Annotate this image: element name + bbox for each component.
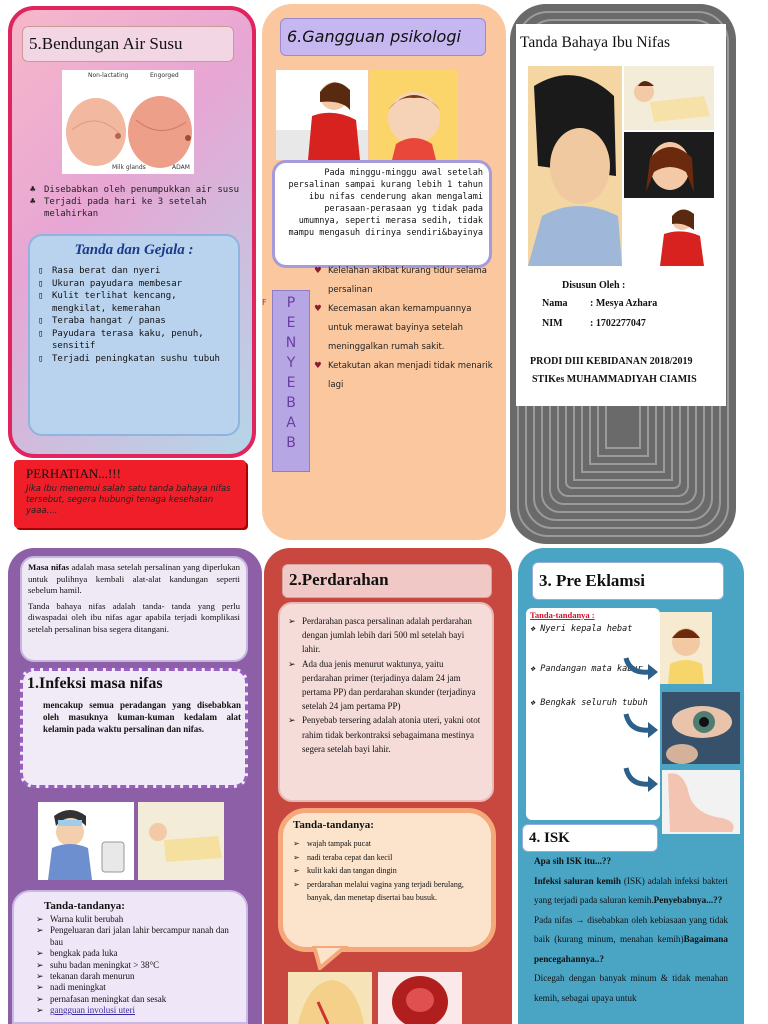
image-label-bottom: Milk glands bbox=[112, 164, 146, 171]
crying-girl-illustration bbox=[370, 70, 458, 160]
panel5-points-list bbox=[288, 614, 484, 756]
panel5-points-box bbox=[278, 602, 494, 802]
bleeding-illustration-2 bbox=[378, 972, 462, 1024]
image-label-left: Non-lactating bbox=[88, 72, 129, 79]
panel2-causes-list bbox=[314, 262, 494, 395]
patient-lying-illustration bbox=[138, 802, 224, 880]
panel2-title-box bbox=[280, 18, 486, 56]
list-item: ♥ Kelelahan akibat kurang tidur selama persalinan bbox=[314, 266, 487, 295]
bleeding-illustration-1 bbox=[288, 972, 372, 1024]
panel1-signs-box bbox=[28, 234, 240, 436]
list-item: ▯ Ukuran payudara membesar bbox=[38, 278, 183, 289]
isk-question-1: Apa sih ISK itu...?? bbox=[534, 856, 612, 866]
isk-title-box bbox=[522, 824, 658, 852]
list-item: ➢ Penyebab tersering adalah atonia uteri, yakni otot rahim tidak berkontraksi sebagaimana mestinya segera setelah bayi lahir. bbox=[288, 715, 481, 754]
panel4-intro-box bbox=[20, 556, 248, 662]
list-item: ♥ Kecemasan akan kemampuannya untuk merawat bayinya setelah meninggalkan rumah sakit. bbox=[314, 304, 472, 352]
cover-info-area bbox=[516, 276, 726, 406]
panel1-title: 5.Bendungan Air Susu bbox=[29, 34, 183, 53]
panel6-signs-title: Tanda-tandanya : bbox=[530, 610, 595, 620]
list-item: ➢ tekanan darah menurun bbox=[36, 971, 135, 982]
headache-woman-photo bbox=[528, 66, 622, 266]
list-item: ➢ suhu badan meningkat > 38°C bbox=[36, 959, 160, 970]
panel5-signs-list bbox=[293, 837, 483, 905]
panel2-title: 6.Gangguan psikologi bbox=[287, 27, 461, 46]
panel5-signs-title: Tanda-tandanya: bbox=[293, 819, 374, 831]
isk-definition: Infeksi saluran kemih (ISK) adalah infeksi bakteri yang terjadi pada saluran kemih.Penyebabnya...?? bbox=[534, 875, 728, 905]
list-item: ♣ Terjadi pada hari ke 3 setelah melahirkan bbox=[30, 197, 207, 219]
list-item: ➢ kulit kaki dan tangan dingin bbox=[293, 866, 397, 875]
swollen-feet-photo bbox=[662, 770, 740, 834]
panel4-signs-box bbox=[12, 890, 248, 1024]
list-item: ▯ Rasa berat dan nyeri bbox=[38, 266, 161, 276]
panel6-sign-2: ❖ Pandangan mata kabur bbox=[530, 664, 643, 674]
list-item: ▯ Kulit terlihat kencang, mengkilat, kemerahan bbox=[38, 291, 177, 314]
panel1-title-box bbox=[22, 26, 234, 62]
image-label-right: Engorged bbox=[150, 72, 179, 79]
list-item: ▯ Payudara terasa kaku, penuh, sensitif bbox=[38, 328, 204, 351]
speech-bubble-tail bbox=[310, 946, 350, 970]
isk-body bbox=[534, 852, 728, 1008]
sad-woman-small-illustration bbox=[624, 200, 714, 266]
list-item: ➢ bengkak pada luka bbox=[36, 948, 118, 959]
list-item: ▯ Terjadi peningkatan sushu tubuh bbox=[38, 353, 220, 364]
panel4-intro2: Tanda bahaya nifas adalah tanda- tanda yang perlu diwaspadai oleh ibu nifas agar apabila terjadi komplikasi setelah persalinan bisa segera ditangani. bbox=[28, 600, 240, 634]
list-item: ➢ Pengeluaran dari jalan lahir bercampur nanah dan bau bbox=[36, 925, 229, 947]
list-item: ♣ Disebabkan oleh penumpukkan air susu bbox=[30, 185, 240, 195]
list-item: ➢ nadi teraba cepat dan kecil bbox=[293, 852, 393, 862]
panel1-signs-title: Tanda dan Gejala : bbox=[74, 242, 194, 258]
panel4-section-text: mencakup semua peradangan yang disebabkan oleh masuknya kuman-kuman kedalam alat kelamin pada waktu persalinan dan nifas. bbox=[43, 700, 241, 734]
crying-woman-illustration bbox=[624, 132, 714, 198]
list-item: ➢ Warna kulit berubah bbox=[36, 914, 124, 924]
name-value: : Mesya Azhara bbox=[590, 298, 658, 309]
image-label-brand: ADAM bbox=[172, 164, 190, 171]
panel2-intro-box bbox=[272, 160, 492, 268]
list-item: ➢ wajah tampak pucat bbox=[293, 839, 371, 848]
cover-title: Tanda Bahaya Ibu Nifas bbox=[520, 34, 670, 51]
panel1-signs-list bbox=[38, 265, 228, 365]
panel6-sign-3: ❖ Bengkak seluruh tubuh bbox=[530, 698, 648, 708]
panel4-intro: Masa nifas adalah masa setelah persalinan yang diperlukan untuk pulihnya kembali alat-alat kandungan seperti sebelum hamil. bbox=[28, 562, 240, 595]
panel6-title: 3. Pre Eklamsi bbox=[539, 571, 645, 590]
school-text: STIKes MUHAMMADIYAH CIAMIS bbox=[532, 374, 697, 385]
program-text: PRODI DIII KEBIDANAN 2018/2019 bbox=[530, 356, 693, 367]
patient-fever-illustration bbox=[38, 802, 134, 880]
compiled-by-label: Disusun Oleh : bbox=[562, 280, 626, 291]
nim-label: NIM bbox=[542, 318, 563, 329]
name-label: Nama bbox=[542, 298, 568, 309]
breast-illustration-svg bbox=[62, 70, 194, 174]
sad-woman-illustration bbox=[276, 70, 368, 160]
attention-banner bbox=[14, 460, 246, 528]
headache-icon-illustration bbox=[660, 612, 712, 684]
list-item: ♥ Ketakutan akan menjadi tidak menarik lagi bbox=[314, 361, 493, 390]
breast-illustration bbox=[62, 70, 194, 174]
list-item: ➢ gangguan involusi uteri bbox=[36, 1005, 135, 1016]
list-item: ➢ perdarahan melalui vagina yang terjadi berulang, banyak, dan menetap disertai bau busuk. bbox=[293, 879, 464, 902]
panel4-section-box bbox=[20, 668, 248, 788]
panel5-signs-bubble bbox=[278, 808, 496, 952]
penyebab-label: PENYEBAB bbox=[283, 295, 299, 455]
list-item: ➢ nadi meningkat bbox=[36, 982, 106, 993]
isk-cause: Pada nifas → disebabkan oleh kebiasaan yang tidak baik (kurang minum, menahan kemih)Bagaimana pencegahannya..? bbox=[534, 914, 728, 964]
penyebab-label-box bbox=[272, 290, 310, 472]
woman-lying-illustration bbox=[624, 66, 714, 130]
panel5-title: 2.Perdarahan bbox=[289, 570, 389, 589]
panel5-title-box bbox=[282, 564, 492, 598]
list-item: ➢ pernafasan meningkat dan sesak bbox=[36, 993, 167, 1004]
panel2-intro: Pada minggu-minggu awal setelah persalinan sampai kurang lebih 1 tahun ibu nifas cenderung akan mengalami perasaan-perasaan yg tidak pada umumnya, seperti merasa sedih, tidak mampu mengasuh dirinya sendiri&bayinya bbox=[288, 168, 483, 238]
panel4-signs-list bbox=[36, 914, 236, 1017]
attention-title: PERHATIAN...!!! bbox=[26, 466, 121, 481]
panel6-title-box bbox=[532, 562, 724, 600]
nim-value: : 1702277047 bbox=[590, 318, 646, 329]
isk-prevent: Dicegah dengan banyak minum & tidak menahan kemih, sebagai upaya untuk bbox=[534, 973, 728, 1003]
panel4-signs-title: Tanda-tandanya: bbox=[44, 900, 125, 912]
list-item: ▯ Teraba hangat / panas bbox=[38, 316, 166, 326]
isk-title: 4. ISK bbox=[529, 830, 570, 846]
panel4-section-title: 1.Infeksi masa nifas bbox=[27, 675, 163, 692]
list-item: ➢ Ada dua jenis menurut waktunya, yaitu perdarahan primer (terjadinya dalam 24 jam pertama PP) dan perdarahan skunder (terjadinya setelah 24 jam pertama PP) bbox=[288, 658, 476, 712]
attention-text: Jika Ibu menemui salah satu tanda bahaya nifas tersebut, segera hubungi tenaga kesehatan yaaa.... bbox=[26, 484, 231, 516]
panel2-side-letter: F bbox=[262, 298, 267, 307]
panel6-sign-1: ❖ Nyeri kepala hebat bbox=[530, 624, 633, 634]
arrows-decoration bbox=[620, 652, 660, 802]
list-item: ➢ Perdarahan pasca persalinan adalah perdarahan dengan jumlah lebih dari 500 ml setelah bayi lahir. bbox=[288, 616, 472, 655]
blurry-eye-photo bbox=[662, 692, 740, 764]
panel1-causes-list bbox=[30, 184, 240, 220]
